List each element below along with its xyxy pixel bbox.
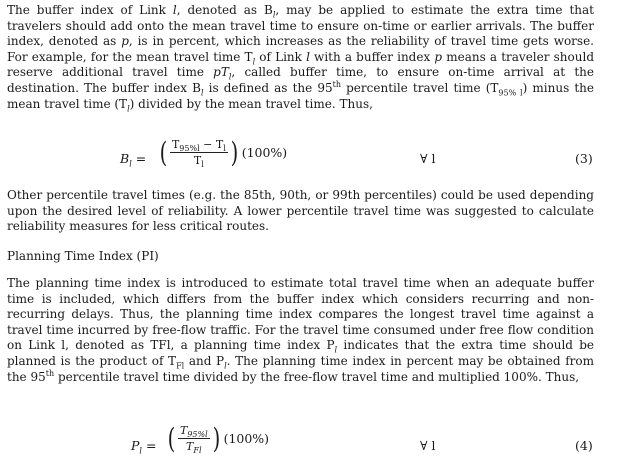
equation-4-lhs: $P_l$ = bbox=[131, 438, 157, 456]
equation-3-number: (3) bbox=[575, 151, 593, 166]
section-heading-planning-time-index: Planning Time Index (PI) bbox=[7, 249, 159, 263]
equation-4 bbox=[0, 421, 624, 468]
equation-3-fraction: ( $\frac{T_{95\%l} - T_l}{T_l}$ ) (100%) bbox=[159, 135, 288, 170]
equation-4-forall: ∀ l bbox=[420, 438, 436, 453]
equation-3-forall: ∀ l bbox=[420, 151, 436, 166]
equation-3-lhs: $B_l$ = bbox=[120, 151, 147, 169]
equation-4-number: (4) bbox=[575, 438, 593, 453]
paragraph-other-percentiles: Other percentile travel times (e.g. the 85th, 90th, or 99th percentiles) could be used depending upon the desired level of reliability. A lower percentile travel time was suggested to calculate reliability measures for less critical routes. bbox=[7, 188, 594, 234]
paragraph-buffer-index: The buffer index of Link l, denoted as $B_l$, may be applied to estimate the extra time that travelers should add onto the mean travel time to ensure on-time or earlier arrivals. The buffer index, denoted as p, is in percent, which increases as the reliability of travel time gets worse. For example, for the mean travel time $T_l$ of Link l with a buffer index p means a traveler should reserve additional travel time $pT_l$, called buffer time, to ensure on-time arrival at the destination. The buffer index $B_l$ is defined as the 95th percentile travel time $(T_{95\% l})$ minus the mean travel time $(T_l)$ divided by the mean travel time. Thus, bbox=[7, 3, 595, 113]
equation-3 bbox=[0, 135, 624, 178]
paragraph-planning-time-index: The planning time index is introduced to estimate total travel time when an adequate buffer time is included, which differs from the buffer index which considers recurring and non-recurring delays. Thus, the planning time index compares the longest travel time against a travel time incurred by free-flow traffic. For the travel time consumed under free flow condition on Link l, denoted as TFl, a planning time index $P_l$ indicates that the extra time should be planned is the product of $T_{Fl}$ and $P_l$. The planning time index in percent may be obtained from the 95th percentile travel time divided by the free-flow travel time and multiplied 100%. Thus, bbox=[7, 276, 595, 384]
equation-4-fraction: ( $\frac{T_{95\%l}}{T_{Fl}}$ ) (100%) bbox=[167, 421, 270, 456]
